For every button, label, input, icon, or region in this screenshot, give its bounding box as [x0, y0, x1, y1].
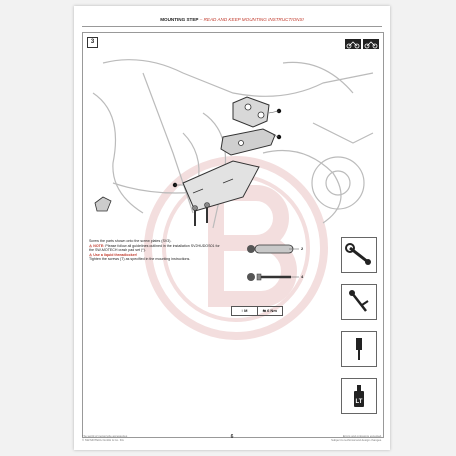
torque-spec [231, 306, 283, 316]
mounting-illustration [83, 33, 383, 233]
document-page [74, 6, 390, 450]
page-header [82, 14, 382, 27]
torque-value-text: 6 Nm [267, 308, 277, 313]
part-number: 2 [301, 246, 304, 251]
screwdriver-icon [341, 331, 377, 367]
instruction-text [89, 239, 224, 262]
bike-icons [345, 39, 379, 49]
torque-size-value: M [244, 308, 248, 313]
motorcycle-icon [345, 39, 361, 49]
instruction-line: Tighten the screws (T) as specified in the mounting instructions. [89, 257, 191, 262]
hex-key-icon [341, 284, 377, 320]
torque-size: ↕ M [241, 308, 248, 313]
part-number: 4 [301, 274, 304, 279]
footer-text: Subject to technical and design changes. [331, 438, 382, 442]
threadlocker-icon [341, 378, 377, 414]
torque-value: ⇆ 6 Nm [257, 307, 283, 315]
wrench-icon [341, 237, 377, 273]
parts-detail [243, 235, 323, 305]
header-subtitle: – READ AND KEEP MOUNTING INSTRUCTIONS! [198, 17, 304, 22]
footer-right [331, 434, 382, 442]
note-text: Please follow all guidelines outlined in the installation SV2HUDOS01 for the SW-MOTECH crash pad set (*). [89, 243, 220, 253]
svg-text:LT: LT [355, 399, 363, 405]
instruction-line: Screw the parts shown onto the screw plates (SV3). [89, 239, 172, 243]
page-number: 6 [230, 434, 234, 440]
motorcycle-icon [363, 39, 379, 49]
page-footer [82, 434, 382, 444]
footer-text: Errors and omissions excepted. [342, 434, 382, 438]
warning-icon: ⚠ [89, 252, 94, 257]
header-title: MOUNTING STEP [160, 17, 199, 22]
tool-icons [341, 237, 377, 425]
footer-text: The world of motorcycle accessories [82, 434, 128, 438]
warning-icon: ⚠ [89, 243, 94, 248]
step-number: 3 [87, 37, 98, 48]
threadlocker-label: Use a liquid threadlocker! [93, 252, 138, 257]
step-panel [82, 32, 384, 438]
note-label: NOTE: [93, 243, 105, 248]
footer-text: © SW-MOTECH GmbH & Co. KG [82, 438, 124, 442]
instruction-note [89, 244, 224, 253]
